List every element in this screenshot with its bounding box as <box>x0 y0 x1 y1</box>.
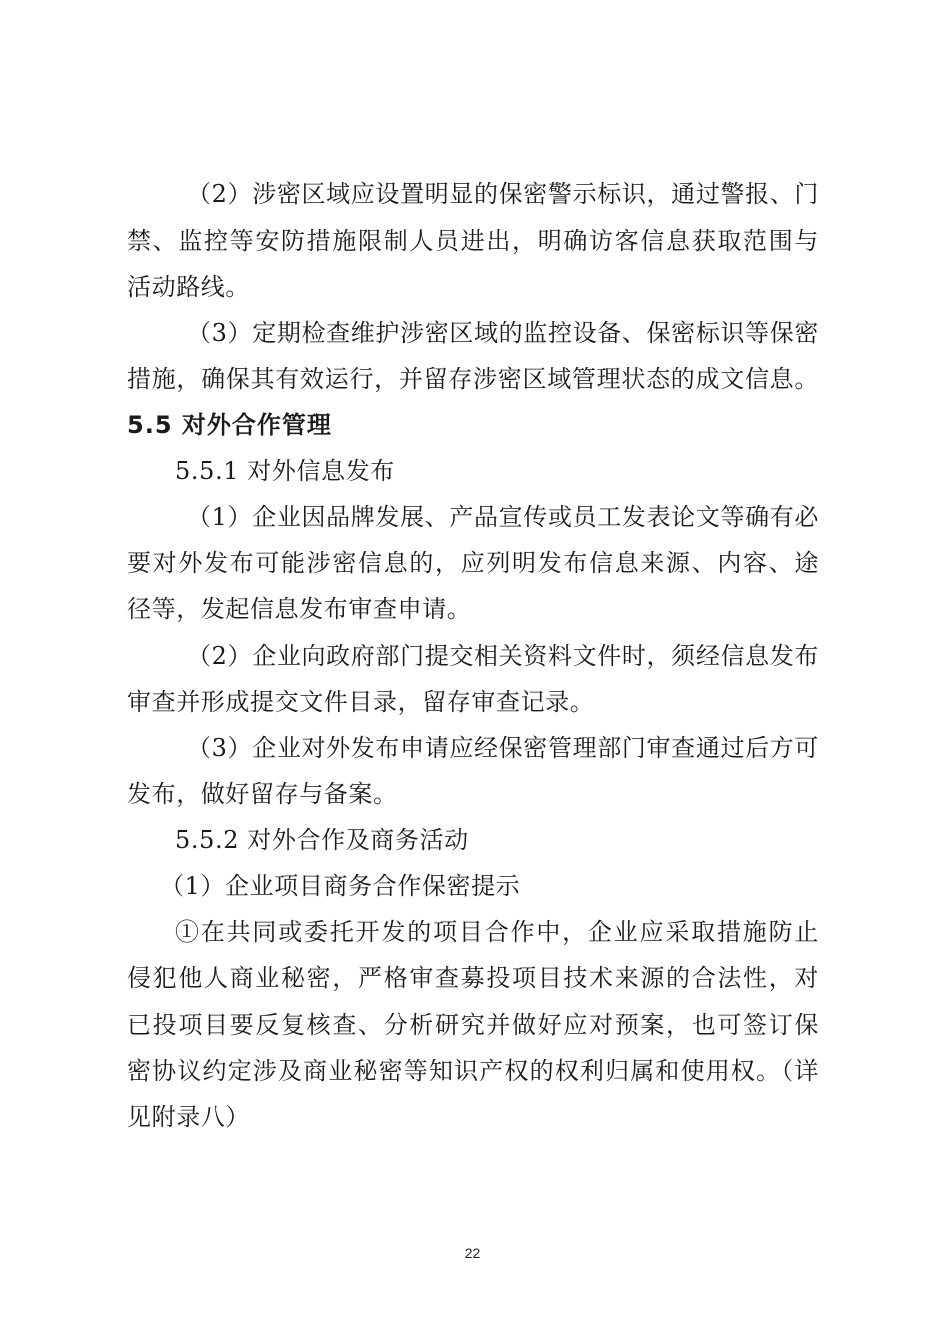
paragraph-line: 见附录八） <box>127 1103 250 1131</box>
paragraph-line: 禁、监控等安防措施限制人员进出，明确访客信息获取范围与 <box>127 227 819 255</box>
paragraph-line: （3）企业对外发布申请应经保密管理部门审查通过后方可 <box>187 734 819 762</box>
page-number: 22 <box>464 1245 481 1261</box>
section-heading: 5.5 对外合作管理 <box>127 411 332 439</box>
paragraph-line: （3）定期检查维护涉密区域的监控设备、保密标识等保密 <box>187 319 819 347</box>
paragraph-line: 措施，确保其有效运行，并留存涉密区域管理状态的成文信息。 <box>127 365 819 393</box>
paragraph-line: （2）涉密区域应设置明显的保密警示标识，通过警报、门 <box>187 180 819 208</box>
paragraph-line: 活动路线。 <box>127 273 250 301</box>
paragraph-line: 密协议约定涉及商业秘密等知识产权的权利归属和使用权。（详 <box>127 1057 819 1085</box>
paragraph-line: （2）企业向政府部门提交相关资料文件时，须经信息发布 <box>187 642 819 670</box>
paragraph-line: 已投项目要反复核查、分析研究并做好应对预案，也可签订保 <box>127 1011 819 1039</box>
subsection-heading: 5.5.2 对外合作及商务活动 <box>175 826 469 854</box>
paragraph-line: 侵犯他人商业秘密，严格审查募投项目技术来源的合法性，对 <box>127 964 819 992</box>
item-title: （1）企业项目商务合作保密提示 <box>160 872 521 900</box>
subsection-heading: 5.5.1 对外信息发布 <box>175 457 395 485</box>
paragraph-line: （1）企业因品牌发展、产品宣传或员工发表论文等确有必 <box>187 503 819 531</box>
paragraph-line: ①在共同或委托开发的项目合作中，企业应采取措施防止 <box>175 918 819 946</box>
paragraph-line: 发布，做好留存与备案。 <box>127 780 398 808</box>
paragraph-line: 要对外发布可能涉密信息的，应列明发布信息来源、内容、途 <box>127 549 819 577</box>
paragraph-line: 径等，发起信息发布审查申请。 <box>127 595 472 623</box>
paragraph-line: 审查并形成提交文件目录，留存审查记录。 <box>127 688 595 716</box>
